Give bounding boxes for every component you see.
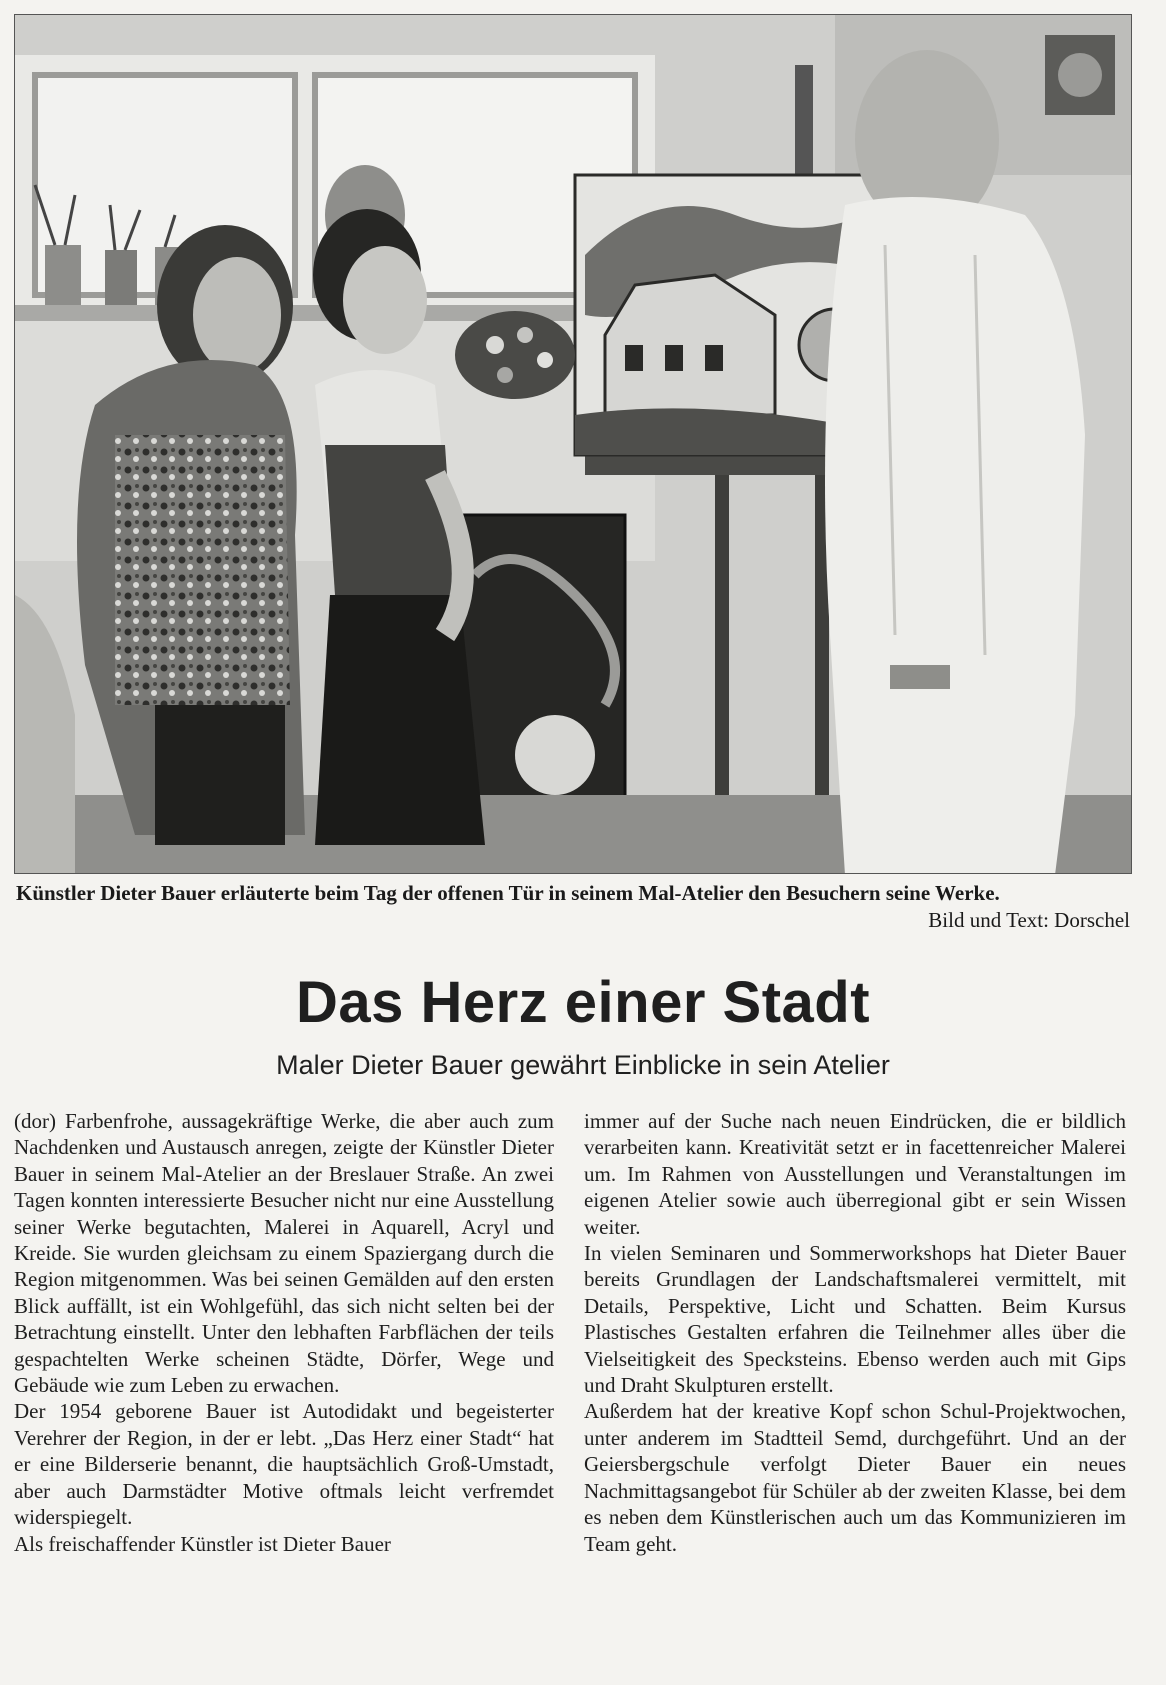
article-paragraph: In vielen Seminaren und Sommerworkshops hat Dieter Bauer bereits Grundlagen der Landschaftsmalerei vermittelt, mit Details, Perspektive, Licht und Schatten. Beim Kursus Plastisches Gestalten erfahren die Teilnehmer alles über die Vielseitigkeit des Specksteins. Ebenso werden auch mit Gips und Draht Skulpturen erstellt. — [584, 1241, 1126, 1398]
article-paragraph: Außerdem hat der kreative Kopf schon Schul-Projektwochen, unter anderem im Stadtteil Semd, durchgeführt. Und an der Geiersbergschule verfolgt Dieter Bauer ein neues Nachmittagsangebot für Schüler ab der zweiten Klasse, bei dem es neben dem Künstlerischen auch um das Kommunizieren im Team geht. — [584, 1399, 1126, 1556]
photo-caption: Künstler Dieter Bauer erläuterte beim Tag der offenen Tür in seinem Mal-Atelier den Besuchern seine Werke. — [16, 881, 1000, 905]
article-paragraph: (dor) Farbenfrohe, aussagekräftige Werke, die aber auch zum Nachdenken und Austausch anregen, zeigte der Künstler Dieter Bauer in seinem Mal-Atelier an der Breslauer Straße. An zwei Tagen konnten interessierte Besucher nicht nur eine Ausstellung seiner Werke begutachten, Malerei in Aquarell, Acryl und Kreide. Sie wurden gleichsam zu einem Spaziergang durch die Region mitgenommen. Was bei seinen Gemälden auf den ersten Blick auffällt, ist ein Wohlgefühl, das sich nicht selten bei der Betrachtung einstellt. Unter den lebhaften Farbflächen der teils gespachtelten Werke scheinen Städte, Dörfer, Wege und Gebäude wie zum Leben zu erwachen. — [14, 1109, 554, 1398]
article-column-left — [14, 1108, 554, 1557]
article-paragraph: Der 1954 geborene Bauer ist Autodidakt und begeisterter Verehrer der Region, in der er lebt. „Das Herz einer Stadt“ hat er eine Bilderserie benannt, die hauptsächlich Groß-Umstadt, aber auch Darmstädter Motive oftmals leicht verfremdet widerspiegelt. — [14, 1399, 554, 1530]
article-photo — [14, 14, 1132, 874]
article-headline: Das Herz einer Stadt — [295, 970, 871, 1035]
article-paragraph: immer auf der Suche nach neuen Eindrücken, die er bildlich verarbeiten kann. Kreativität setzt er in facettenreicher Malerei um. Im Rahmen von Ausstellungen und Veranstaltungen im eigenen Atelier sowie auch überregional gibt er sein Wissen weiter. — [584, 1109, 1126, 1239]
article-subheadline: Maler Dieter Bauer gewährt Einblicke in sein Atelier — [276, 1050, 890, 1080]
article-paragraph: Als freischaffender Künstler ist Dieter Bauer — [14, 1531, 391, 1556]
article-column-right — [584, 1108, 1126, 1557]
photo-credit: Bild und Text: Dorschel — [928, 908, 1130, 932]
